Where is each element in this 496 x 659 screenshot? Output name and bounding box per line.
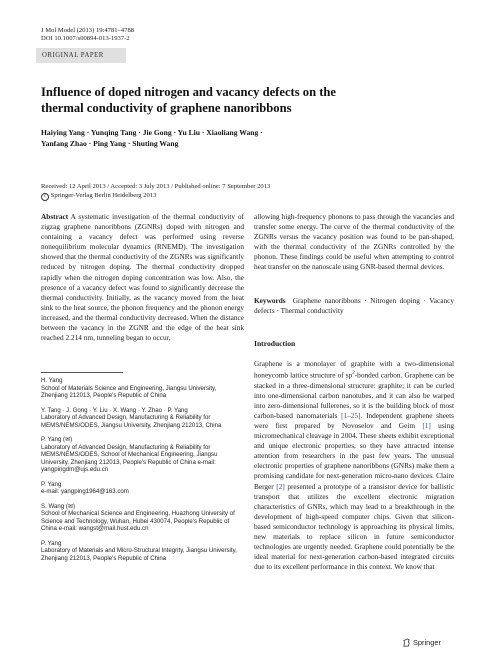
footnote-divider	[41, 372, 123, 373]
publisher-footer	[402, 638, 441, 647]
copyright-line	[41, 192, 341, 201]
affiliation-item: P. Yang Laboratory of Materials and Micro-Structural Integrity, Jiangsu University, Zhenjiang 212013, People's Republic of China	[41, 539, 237, 562]
springer-horse-icon	[402, 638, 411, 647]
article-type-badge: ORIGINAL PAPER	[36, 48, 126, 63]
affiliation-item: P. Yang (✉) Laboratory of Advanced Design, Manufacturing & Reliability for MEMS/NEMS/ODES, School of Mechanical Engineering, Jiangsu University, Zhenjiang 212013, People's Republic of China e-mail: yangpingdm@ujs.edu.cn	[41, 436, 218, 473]
affiliation-item: S. Wang (✉) School of Mechanical Science and Engineering, Huazhong University of Science and Technology, Wuhan, Hubei 430074, People's Republic of China e-mail: wangst@mail.hust.edu.cn	[41, 502, 235, 532]
abstract-right-column	[254, 212, 454, 273]
abstract-left-column	[41, 212, 244, 343]
keywords-text: Graphene nanoribbons · Nitrogen doping · Vacancy defects · Thermal conductivity	[254, 296, 454, 316]
journal-citation	[41, 27, 134, 43]
publisher-name: Springer	[413, 638, 441, 647]
copyright-text: Springer-Verlag Berlin Heidelberg 2013	[50, 191, 157, 199]
citation-link[interactable]: [2]	[276, 481, 285, 491]
citation-link[interactable]: [1]	[422, 420, 431, 430]
doi-line: DOI 10.1007/s00894-013-1937-2	[41, 35, 130, 43]
affiliation-item: H. Yang School of Materials Science and Engineering, Jiangsu University, Zhenjiang 212013, People's Republic of China	[41, 377, 217, 399]
affiliation-item: P. Yang e-mail: yangping1964@163.com	[41, 480, 129, 495]
journal-line: J Mol Model (2013) 19:4781–4788	[41, 27, 135, 34]
citation-link[interactable]: [1–25]	[341, 410, 361, 420]
keywords-label: Keywords	[254, 296, 286, 305]
copyright-icon: c	[41, 193, 49, 201]
abstract-text-left: A systematic investigation of the thermal conductivity of zigzag graphene nanoribbons (ZGNRs) doped with nitrogen and containing a vacancy defect was performed using reverse nonequilibrium molecular dynamics (RNEMD). The investigation showed that the thermal conductivity of the ZGNRs was significantly reduced by nitrogen doping. The thermal conductivity dropped rapidly when the nitrogen doping concentration was low. Also, the presence of a vacancy defect was found to significantly decrease the thermal conductivity. Initially, as the vacancy moved from the heat sink to the heat source, the phonon frequency and the phonon energy increased, and the thermal conductivity decreased. When the distance between the vacancy in the ZGNR and the edge of the heat sink reached 2.214 nm, tunneling began to occur,	[41, 212, 245, 343]
affiliations	[41, 377, 244, 569]
keywords	[254, 296, 454, 316]
abstract-text-right: allowing high-frequency phonons to pass through the vacancies and transfer some energy. The curve of the thermal conductivity of the ZGNRs versus the vacancy position was found to be pan-shaped, with the thermal conductivity of the ZGNRs controlled by the phonon. These findings could be useful when attempting to control heat transfer on the nanoscale using GNR-based thermal devices.	[254, 212, 454, 272]
introduction-text: Graphene is a monolayer of graphite with a two-dimensional honeycomb lattice structure of $sp^2$-bonded carbon. Graphene can be stacked in a three-dimensional structure: graphite; it can be curled into one-dimensional carbon nanotubes, and it can also be warped into zero-dimensional fullerenes, so it is the building block of most carbon-based nanomaterials [1–25]. Independent graphene sheets were first prepared by Novoselov and Geim [1] using micromechanical cleavage in 2004. These sheets exhibit exceptional and unique electronic properties, so they have attracted intense attention from researchers in the past few years. The unusual electronic properties of graphene nanoribbons (GNRs) make them a promising candidate for next-generation micro-nano devices. Claire Berger [2] presented a prototype of a transistor device for ballistic transport that utilizes the excellent electronic migration characteristics of GNRs, which may lead to a breakthrough in the development of high-speed computer chips. Given that silicon-based semiconductor technology is approaching its physical limits, new materials to replace silicon in future semiconductor technologies are urgently needed. Graphene could potentially be the ideal material for next-generation carbon-based integrated circuits due to its excellent performance in this context. We know that	[254, 359, 454, 572]
introduction-heading: Introduction	[254, 339, 296, 348]
paper-title: Influence of doped nitrogen and vacancy defects on the thermal conductivity of graphene nanoribbons	[41, 85, 337, 115]
author-list: Haiying Yang · Yunqing Tang · Jie Gong · Yu Liu · Xiaoliang Wang · Yanfang Zhao · Ping Yang · Shuting Wang	[41, 128, 263, 149]
abstract-label: Abstract	[41, 212, 69, 221]
received-line: Received: 12 April 2013 / Accepted: 3 July 2013 / Published online: 7 September 2013	[41, 183, 271, 190]
affiliation-item: Y. Tang · J. Gong · Y. Liu · X. Wang · Y. Zhao · P. Yang Laboratory of Advanced Design, Manufacturing & Reliability for MEMS/NEMS/ODES, Jiangsu University, Zhenjiang 212013, China	[41, 406, 222, 429]
publication-dates	[41, 183, 341, 201]
